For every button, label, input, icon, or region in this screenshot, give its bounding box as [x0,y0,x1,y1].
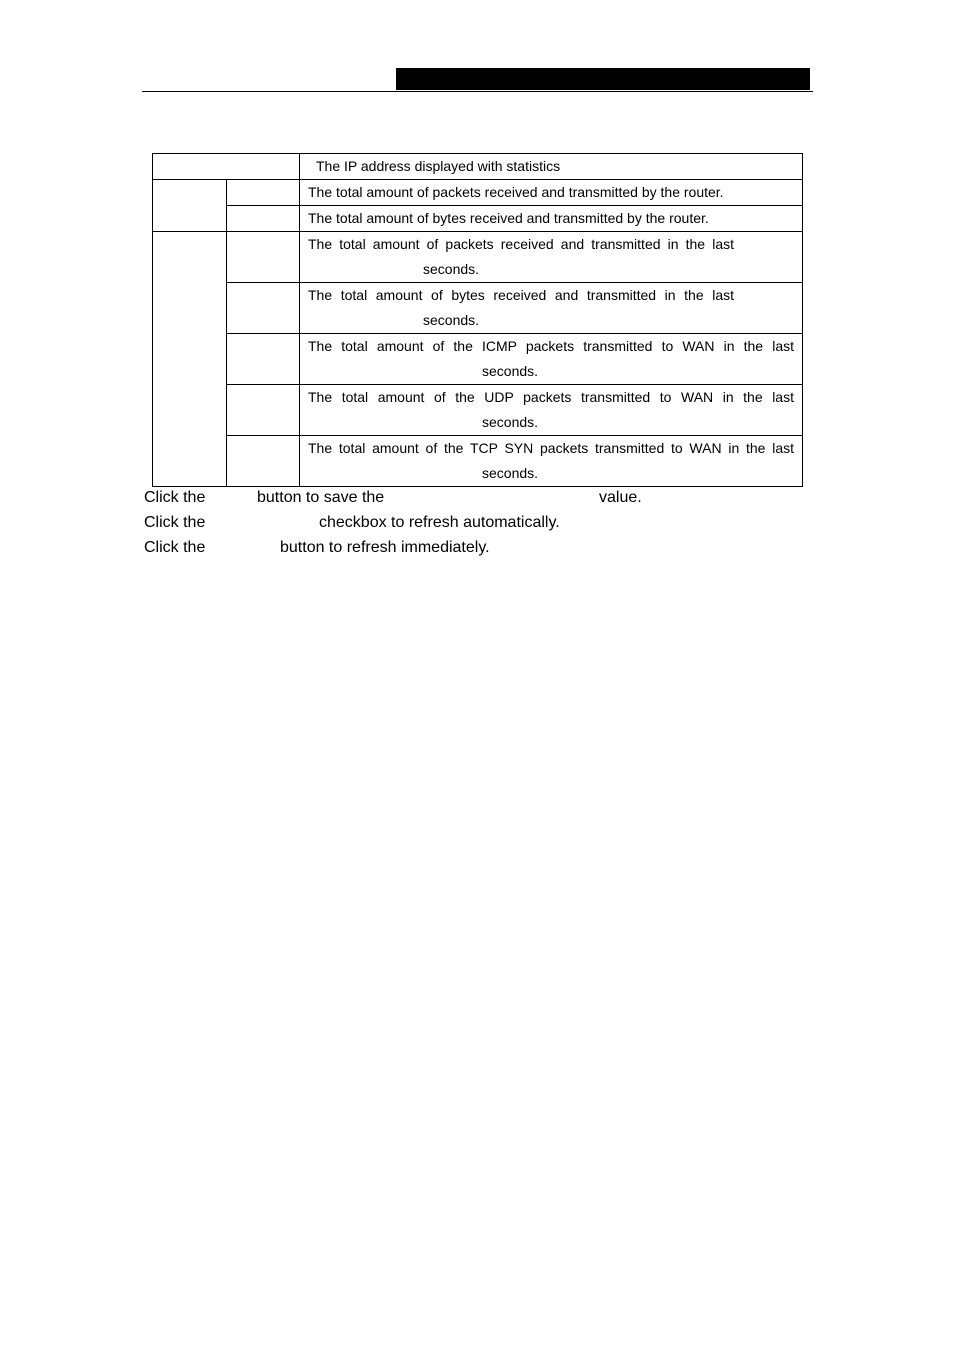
table-row [153,385,803,436]
table-row [153,436,803,487]
udp-tx-description [300,385,803,436]
table-row [153,154,803,180]
table-row [153,206,803,232]
description-line: The total amount of the TCP SYN packets transmitted to WAN in the last [308,440,794,456]
instruction-lead: Click the [144,489,206,506]
instruction-text: button to refresh immediately. [280,539,490,556]
table-cell-empty [153,180,227,232]
description-line: The total amount of bytes received and transmitted in the last [308,287,734,303]
description-line: seconds. [482,363,539,379]
tcp-syn-tx-description [300,436,803,487]
table-cell-empty [227,206,300,232]
table-row [153,334,803,385]
description-line: seconds. [423,261,480,277]
instruction-save [144,488,642,508]
current-bytes-description [300,283,803,334]
table-cell-empty [227,334,300,385]
total-bytes-description: The total amount of bytes received and transmitted by the router. [300,206,803,232]
instruction-lead: Click the [144,514,206,531]
table-cell-empty [153,232,227,487]
table-cell-empty [227,385,300,436]
instruction-refresh [144,538,490,558]
instruction-text: value. [599,489,642,506]
table-row [153,232,803,283]
instruction-text: checkbox to refresh automatically. [319,514,560,531]
header-rule [142,91,813,92]
table-cell-empty [227,180,300,206]
total-packets-description: The total amount of packets received and transmitted by the router. [300,180,803,206]
description-line: seconds. [482,414,539,430]
table-cell-empty [227,283,300,334]
description-line: The total amount of packets received and transmitted in the last [308,236,734,252]
statistics-table [152,153,803,487]
description-line: seconds. [423,312,480,328]
table-row [153,283,803,334]
current-packets-description [300,232,803,283]
description-line: The total amount of the UDP packets transmitted to WAN in the last [308,389,794,405]
instruction-text: button to save the [257,489,385,506]
table-row [153,180,803,206]
table-cell-empty [227,436,300,487]
icmp-tx-description [300,334,803,385]
instruction-lead: Click the [144,539,206,556]
instruction-auto-refresh [144,513,560,533]
description-line: The total amount of the ICMP packets transmitted to WAN in the last [308,338,794,354]
description-line: seconds. [482,465,539,481]
ip-address-description: The IP address displayed with statistics [300,154,803,180]
header-bar [396,68,810,90]
table-cell-empty [153,154,300,180]
table-cell-empty [227,232,300,283]
